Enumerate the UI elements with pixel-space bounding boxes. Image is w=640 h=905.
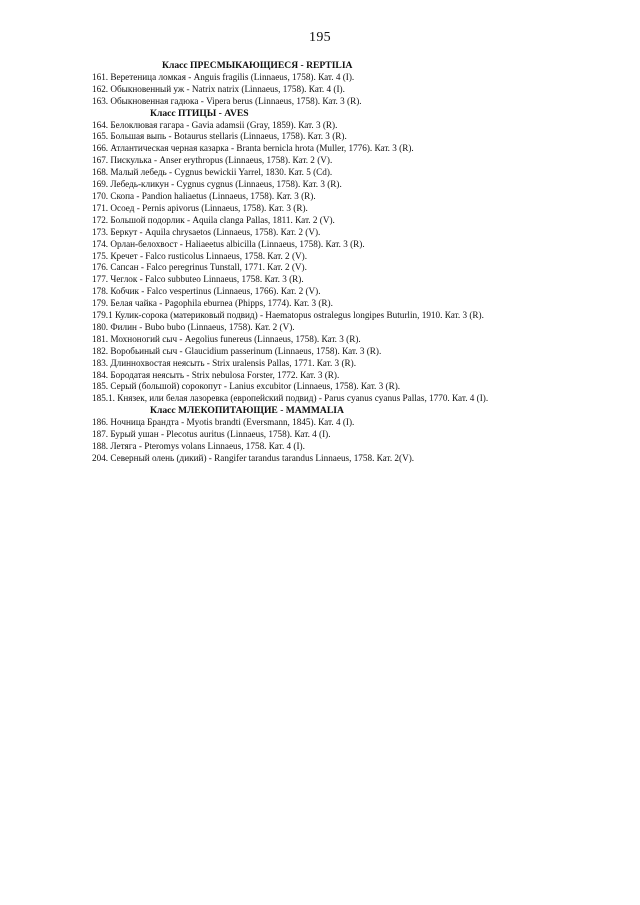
list-item: 165. Большая выпь - Botaurus stellaris (Linnaeus, 1758). Кат. 3 (R). [92,131,347,142]
list-item: 176. Сапсан - Falco peregrinus Tunstall, 1771. Кат. 2 (V). [92,262,307,273]
list-item: 175. Кречет - Falco rusticolus Linnaeus, 1758. Кат. 2 (V). [92,250,307,261]
list-item: 170. Скопа - Pandion haliaetus (Linnaeus, 1758). Кат. 3 (R). [92,190,316,201]
list-item: 168. Малый лебедь - Cygnus bewickii Yarrel, 1830. Кат. 5 (Cd). [92,167,333,178]
list-item: 179. Белая чайка - Pagophila eburnea (Phipps, 1774). Кат. 3 (R). [92,298,333,309]
list-item: 163. Обыкновенная гадюка - Vipera berus (Linnaeus, 1758). Кат. 3 (R). [92,95,362,106]
list-item: 169. Лебедь-кликун - Cygnus cygnus (Linnaeus, 1758). Кат. 3 (R). [92,179,342,190]
list-item: 167. Пискулька - Anser erythropus (Linnaeus, 1758). Кат. 2 (V). [92,155,333,166]
list-item: 181. Мохноногий сыч - Aegolius funereus (Linnaeus, 1758). Кат. 3 (R). [92,333,361,344]
list-item: 186. Ночница Брандта - Myotis brandti (Eversmann, 1845). Кат. 4 (I). [92,417,355,428]
list-item: 179.1 Кулик-сорока (материковый подвид) - Haematopus ostralegus longipes Buturlin, 1910. Кат. 3 (R). [92,310,484,321]
list-item: 183. Длиннохвостая неясыть - Strix uralensis Pallas, 1771. Кат. 3 (R). [92,357,356,368]
page-number: 195 [309,30,331,45]
section-heading-mammalia: Класс МЛЕКОПИТАЮЩИЕ - MAMMALIA [150,405,344,417]
list-item: 164. Белоклювая гагара - Gavia adamsii (Gray, 1859). Кат. 3 (R). [92,119,338,130]
list-item: 188. Летяга - Pteromys volans Linnaeus, 1758. Кат. 4 (I). [92,441,305,451]
list-item: 185.1. Князек, или белая лазоревка (европейский подвид) - Parus cyanus cyanus Pallas, 1770. Кат. 4 (I). [92,393,489,404]
list-item: 166. Атлантическая черная казарка - Branta bernicla hrota (Muller, 1776). Кат. 3 (R). [92,143,414,154]
list-item: 171. Осоед - Pernis apivorus (Linnaeus, 1758). Кат. 3 (R). [92,202,308,213]
list-item: 161. Веретеница ломкая - Anguis fragilis (Linnaeus, 1758). Кат. 4 (I). [92,71,355,82]
list-item: 177. Чеглок - Falco subbuteo Linnaeus, 1758. Кат. 3 (R). [92,274,304,285]
list-item: 173. Беркут - Aquila chrysaetos (Linnaeus, 1758). Кат. 2 (V). [92,226,321,237]
list-item: 172. Большой подорлик - Aquila clanga Pallas, 1811. Кат. 2 (V). [92,214,335,225]
list-item: 204. Северный олень (дикий) - Rangifer tarandus tarandus Linnaeus, 1758. Кат. 2(V). [92,452,415,463]
list-item: 182. Воробьиный сыч - Glaucidium passerinum (Linnaeus, 1758). Кат. 3 (R). [92,345,382,356]
list-item: 180. Филин - Bubo bubo (Linnaeus, 1758). Кат. 2 (V). [92,321,295,332]
list-item: 185. Серый (большой) сорокопут - Lanius excubitor (Linnaeus, 1758). Кат. 3 (R). [92,381,401,392]
list-item: 162. Обыкновенный уж - Natrix natrix (Linnaeus, 1758). Кат. 4 (I). [92,83,345,94]
species-list [92,60,632,465]
list-item: 184. Бородатая неясыть - Strix nebulosa Forster, 1772. Кат. 3 (R). [92,369,340,380]
list-item: 178. Кобчик - Falco vespertinus (Linnaeus, 1766). Кат. 2 (V). [92,286,321,297]
section-heading-reptilia: Класс ПРЕСМЫКАЮЩИЕСЯ - REPTILIA [162,60,353,71]
section-heading-aves: Класс ПТИЦЫ - AVES [150,107,249,119]
list-item: 174. Орлан-белохвост - Haliaeetus albicilla (Linnaeus, 1758). Кат. 3 (R). [92,238,365,249]
list-item: 187. Бурый ушан - Plecotus auritus (Linnaeus, 1758). Кат. 4 (I). [92,429,331,440]
